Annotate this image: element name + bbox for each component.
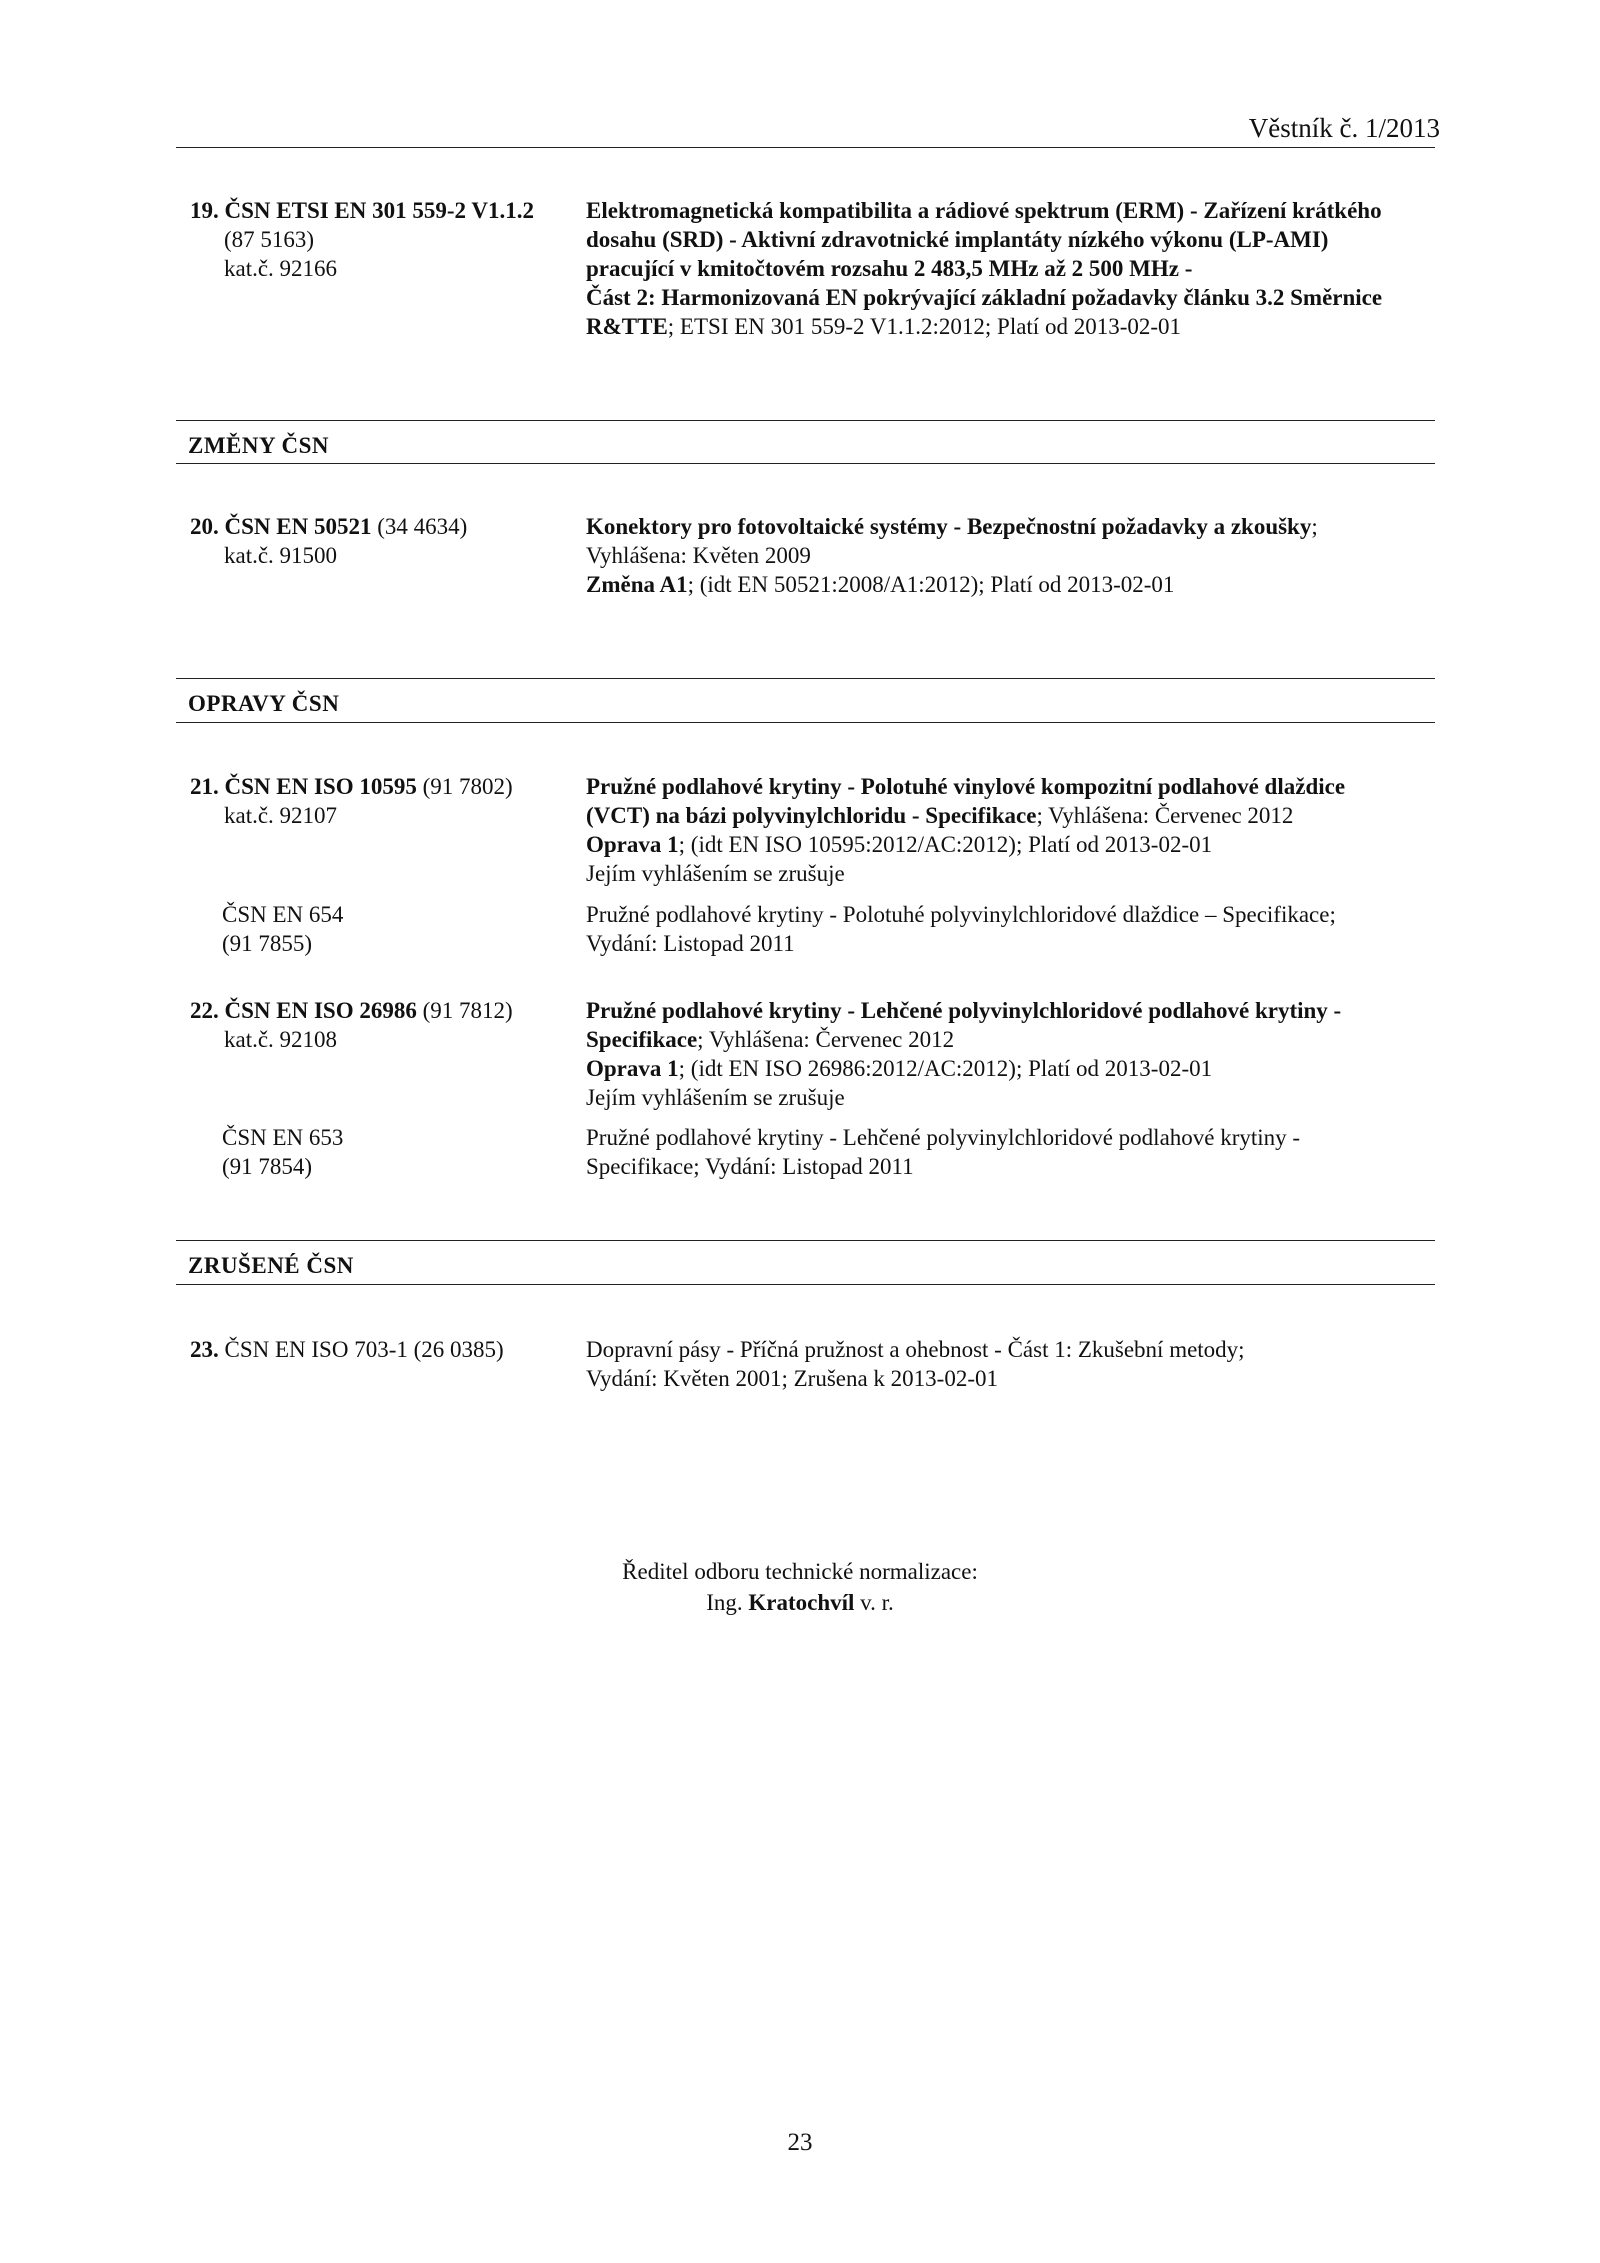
standard-code: ČSN EN ISO 26986 — [224, 998, 417, 1023]
classification-number: (34 4634) — [377, 514, 468, 539]
replaced-standard-issued: Specifikace; Vydání: Listopad 2011 — [586, 1154, 914, 1179]
section-title-zmeny: ZMĚNY ČSN — [188, 433, 330, 458]
entry-number: 23. — [190, 1337, 219, 1362]
replaced-standard-title: Pružné podlahové krytiny - Polotuhé polyvinylchloridové dlaždice – Specifikace; — [586, 902, 1336, 927]
announcement-date: Vyhlášena: Květen 2009 — [586, 543, 811, 568]
standard-title-line: Část 2: Harmonizovaná EN pokrývající základní požadavky článku 3.2 Směrnice — [586, 285, 1383, 310]
replaced-standard-code: ČSN EN 653 — [222, 1125, 344, 1150]
cancellation-note: Jejím vyhlášením se zrušuje — [586, 1085, 845, 1110]
entry-21-description — [586, 772, 1446, 888]
correction-label: Oprava 1 — [586, 1056, 679, 1081]
replaced-standard-title: Pružné podlahové krytiny - Lehčené polyvinylchloridové podlahové krytiny - — [586, 1125, 1301, 1150]
announcement-date: ; Vyhlášena: Červenec 2012 — [1036, 803, 1294, 828]
correction-label: Oprava 1 — [586, 832, 679, 857]
validity-info: ; ETSI EN 301 559-2 V1.1.2:2012; Platí od 2013-02-01 — [667, 314, 1182, 339]
section-rule — [176, 722, 1435, 723]
section-title-opravy: OPRAVY ČSN — [188, 691, 340, 716]
standard-title-line: Pružné podlahové krytiny - Polotuhé vinylové kompozitní podlahové dlaždice — [586, 774, 1346, 799]
replaced-classification-number: (91 7854) — [222, 1154, 313, 1179]
entry-number: 21. — [190, 774, 219, 799]
cancellation-note: Jejím vyhlášením se zrušuje — [586, 861, 845, 886]
change-label: Změna A1 — [586, 572, 688, 597]
section-rule — [176, 1284, 1435, 1285]
catalog-number: kat.č. 91500 — [224, 543, 338, 568]
section-title-zrusene: ZRUŠENÉ ČSN — [188, 1253, 354, 1278]
catalog-number: kat.č. 92107 — [224, 803, 338, 828]
standard-code: ČSN EN ISO 703-1 (26 0385) — [224, 1337, 504, 1362]
correction-info: ; (idt EN ISO 10595:2012/AC:2012); Platí od 2013-02-01 — [678, 832, 1213, 857]
section-rule — [176, 1240, 1435, 1241]
entry-20-identifiers — [190, 512, 570, 570]
classification-number: (87 5163) — [224, 227, 315, 252]
catalog-number: kat.č. 92166 — [224, 256, 338, 281]
entry-23-identifiers — [190, 1335, 570, 1364]
standard-title-line: (VCT) na bázi polyvinylchloridu - Specifikace — [586, 803, 1037, 828]
signatory-role: Ředitel odboru technické normalizace: — [622, 1559, 978, 1584]
bulletin-header: Věstník č. 1/2013 — [1248, 113, 1440, 143]
classification-number: (91 7802) — [422, 774, 513, 799]
entry-number: 20. — [190, 514, 219, 539]
header-rule — [176, 147, 1435, 148]
entry-number: 19. — [190, 198, 219, 223]
page-number: 23 — [787, 2129, 813, 2156]
section-rule — [176, 463, 1435, 464]
standard-title-line: Pružné podlahové krytiny - Lehčené polyvinylchloridové podlahové krytiny - — [586, 998, 1342, 1023]
signatory-name: Ing. Kratochvíl v. r. — [706, 1590, 894, 1615]
standard-title: Konektory pro fotovoltaické systémy - Bezpečnostní požadavky a zkoušky — [586, 514, 1312, 539]
standard-title-line: pracující v kmitočtovém rozsahu 2 483,5 MHz až 2 500 MHz - — [586, 256, 1193, 281]
standard-title-line: Elektromagnetická kompatibilita a rádiové spektrum (ERM) - Zařízení krátkého — [586, 198, 1382, 223]
section-rule — [176, 420, 1435, 421]
entry-22-description — [586, 996, 1446, 1112]
entry-21-identifiers — [190, 772, 570, 830]
section-rule — [176, 678, 1435, 679]
replaced-standard-code: ČSN EN 654 — [222, 902, 344, 927]
entry-19-description — [586, 196, 1446, 341]
replaced-standard-issued: Vydání: Listopad 2011 — [586, 931, 795, 956]
entry-number: 22. — [190, 998, 219, 1023]
standard-code: ČSN EN 50521 — [224, 514, 372, 539]
replaced-classification-number: (91 7855) — [222, 931, 313, 956]
standard-code: ČSN ETSI EN 301 559-2 V1.1.2 — [224, 198, 534, 223]
correction-info: ; (idt EN ISO 26986:2012/AC:2012); Platí od 2013-02-01 — [678, 1056, 1213, 1081]
classification-number: (91 7812) — [422, 998, 513, 1023]
standard-title-line: R&TTE — [586, 314, 668, 339]
standard-title-line: dosahu (SRD) - Aktivní zdravotnické implantáty nízkého výkonu (LP-AMI) — [586, 227, 1329, 252]
standard-title-line: Specifikace — [586, 1027, 698, 1052]
entry-22-identifiers — [190, 996, 570, 1054]
entry-19-identifiers — [190, 196, 570, 283]
entry-20-description: Konektory pro fotovoltaické systémy - Bezpečnostní požadavky a zkoušky; Vyhlášena: Květen 2009 Změna A1; (idt EN 50521:2008/A1:2012); Platí od 2013-02-01 — [586, 512, 1446, 599]
standard-title: Dopravní pásy - Příčná pružnost a ohebnost - Část 1: Zkušební metody; — [586, 1337, 1245, 1362]
standard-code: ČSN EN ISO 10595 — [224, 774, 417, 799]
catalog-number: kat.č. 92108 — [224, 1027, 338, 1052]
change-info: ; (idt EN 50521:2008/A1:2012); Platí od 2013-02-01 — [687, 572, 1175, 597]
entry-23-description — [586, 1335, 1446, 1393]
announcement-date: ; Vyhlášena: Červenec 2012 — [697, 1027, 955, 1052]
cancellation-info: Vydání: Květen 2001; Zrušena k 2013-02-01 — [586, 1366, 999, 1391]
